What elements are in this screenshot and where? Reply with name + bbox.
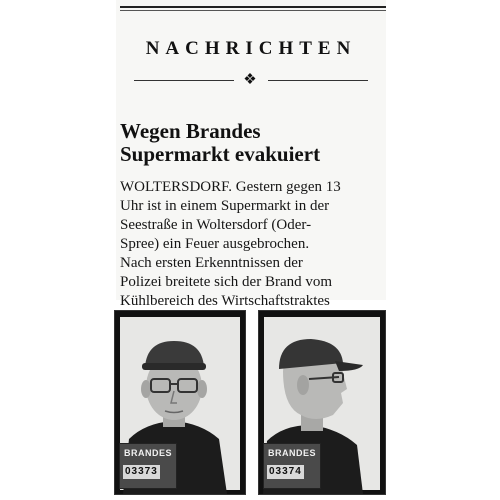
body-line: Kühlbereich des Wirtschaftstraktes [120,293,330,309]
name-plate [119,443,177,489]
divider-line-right [268,80,368,81]
newspaper-clipping [116,0,386,309]
plate-number: 03374 [269,466,302,477]
mugshot-frontal [114,310,246,495]
body-line: Polizei breitete sich der Brand vom [120,274,333,290]
plate-name: BRANDES [268,448,317,458]
divider-line-left [134,80,234,81]
plate-number: 03373 [125,466,158,477]
section-title: NACHRICHTEN [145,38,357,59]
top-rule [120,6,386,8]
ornament-divider [116,70,386,90]
ornament-icon: ❖ [243,72,257,88]
mugshot-profile [258,310,386,495]
headline-line: Supermarkt evakuiert [120,142,321,166]
headline [120,120,380,166]
body-line: Nach ersten Erkenntnissen der [120,255,303,271]
plate-name: BRANDES [124,448,173,458]
top-rule-thin [120,10,386,11]
article-body [120,178,386,311]
body-line: Spree) ein Feuer ausgebrochen. [120,236,310,252]
body-line: WOLTERSDORF. Gestern gegen 13 [120,179,341,195]
name-plate [263,443,321,489]
headline-line: Wegen Brandes [120,119,261,143]
body-line: Seestraße in Woltersdorf (Oder- [120,217,312,233]
body-line: Uhr ist in einem Supermarkt in der [120,198,330,214]
